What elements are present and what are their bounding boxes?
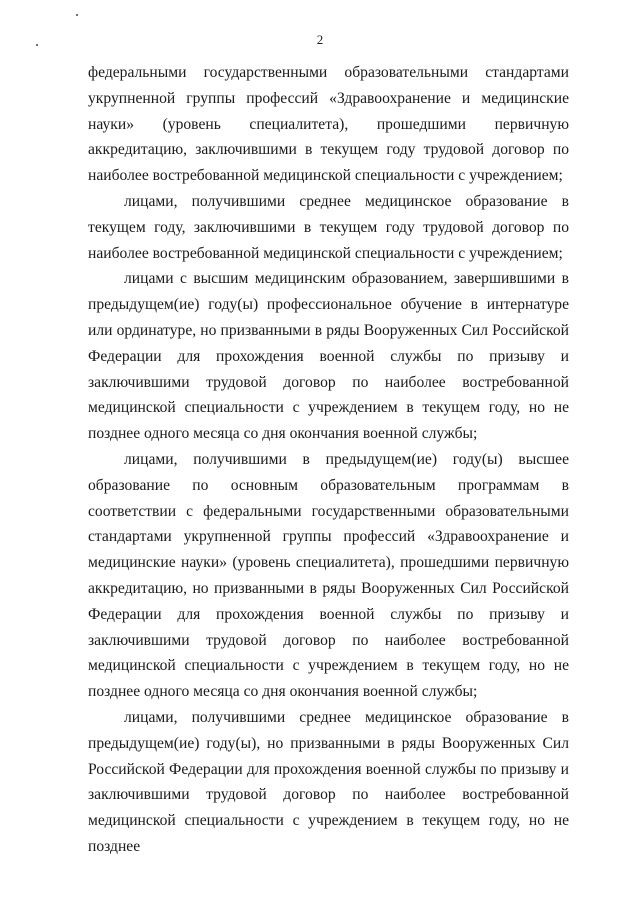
- paragraph: лицами, получившими в предыдущем(ие) году(ы) высшее образование по основным образовательным программам в соответствии с федеральными государственными образовательными стандартами укрупненной группы профессий «Здравоохранение и медицинские науки» (уровень специалитета), прошедшими первичную аккредитацию, но призванными в ряды Вооруженных Сил Российской Федерации для прохождения военной службы по призыву и заключившими трудовой договор по наиболее востребованной медицинской специальности с учреждением в текущем году, но не позднее одного месяца со дня окончания военной службы;: [88, 450, 569, 701]
- paragraph: лицами, получившими среднее медицинское образование в текущем году, заключившими в текущем году трудовой договор по наиболее востребованной медицинской специальности с учреждением;: [88, 192, 569, 262]
- paragraph-continuation: федеральными государственными образовательными стандартами укрупненной группы профессий «Здравоохранение и медицинские науки» (уровень специалитета), прошедшими первичную аккредитацию, заключившими в текущем году трудовой договор по наиболее востребованной медицинской специальности с учреждением;: [88, 64, 569, 185]
- paragraph: лицами, получившими среднее медицинское образование в предыдущем(ие) году(ы), но призванными в ряды Вооруженных Сил Российской Федерации для прохождения военной службы по призыву и заключившими трудовой договор по наиболее востребованной медицинской специальности с учреждением в текущем году, но не позднее: [88, 708, 569, 855]
- page-number: 2: [316, 32, 324, 47]
- scan-speck: [76, 14, 78, 16]
- paragraph: лицами с высшим медицинским образованием, завершившими в предыдущем(ие) году(ы) профессиональное обучение в интернатуре или ординатуре, но призванными в ряды Вооруженных Сил Российской Федерации для прохождения военной службы по призыву и заключившими трудовой договор по наиболее востребованной медицинской специальности с учреждением в текущем году, но не позднее одного месяца со дня окончания военной службы;: [88, 270, 569, 443]
- document-body: [88, 60, 569, 860]
